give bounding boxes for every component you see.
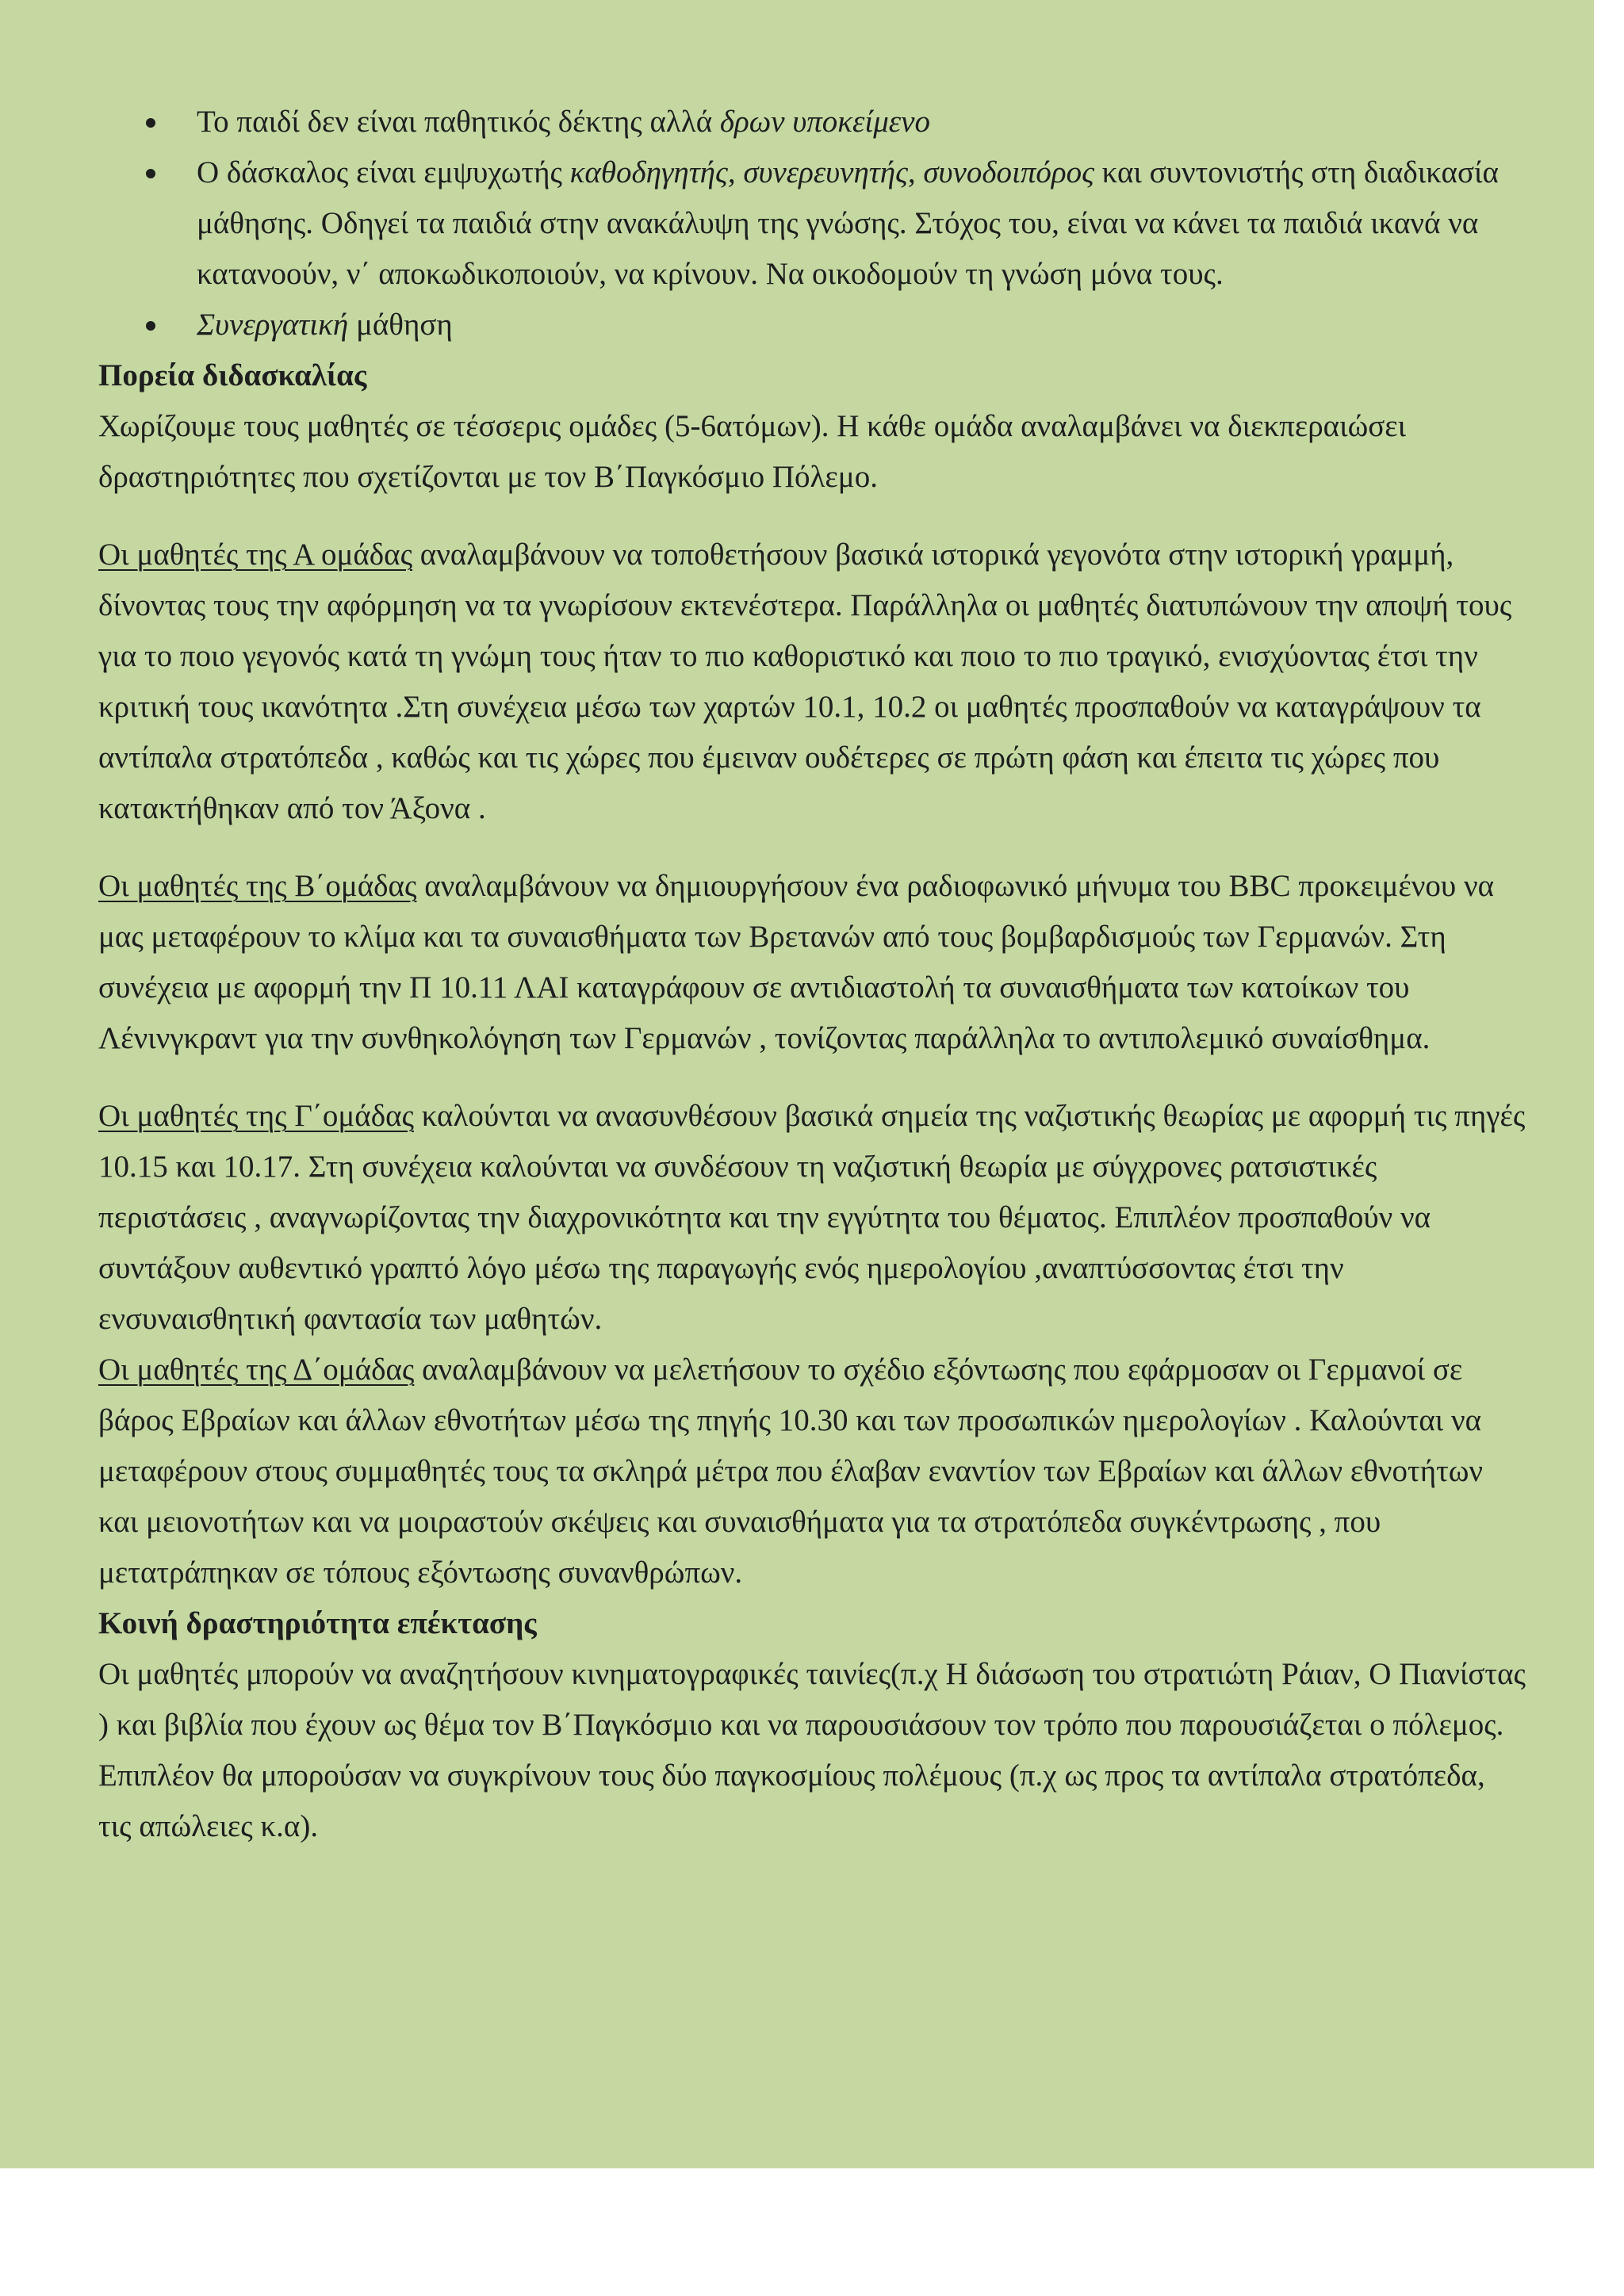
bullet-italic: Συνεργατική	[197, 308, 349, 342]
group-a-label: Οι μαθητές της Α ομάδας	[98, 538, 413, 572]
group-b-text: αναλαμβάνουν να δημιουργήσουν ένα ραδιοφωνικό μήνυμα του BBC προκειμένου να μας μεταφέρουν το κλίμα και τα συναισθήματα των Βρετανών από τους βομβαρδισμούς των Γερμανών. Στη συνέχεια με αφορμή την Π 10.11 ΛΑΙ καταγράφουν σε αντιδιαστολή τα συναισθήματα των κατοίκων του Λένινγκραντ για την συνθηκολόγηση των Γερμανών , τονίζοντας παράλληλα το αντιπολεμικό συναίσθημα.	[98, 869, 1495, 1055]
group-d-text: αναλαμβάνουν να μελετήσουν το σχέδιο εξόντωσης που εφάρμοσαν οι Γερμανοί σε βάρος Εβραίων και άλλων εθνοτήτων μέσω της πηγής 10.30 και των προσωπικών ημερολογίων . Καλούνται να μεταφέρουν στους συμμαθητές τους τα σκληρά μέτρα που έλαβαν εναντίον των Εβραίων και άλλων εθνοτήτων και μειονοτήτων και να μοιραστούν σκέψεις και συναισθήματα για τα στρατόπεδα συγκέντρωσης , που μετατράπηκαν σε τόπους εξόντωσης συνανθρώπων.	[98, 1353, 1484, 1590]
group-a-text: αναλαμβάνουν να τοποθετήσουν βασικά ιστορικά γεγονότα στην ιστορική γραμμή, δίνοντας τους την αφόρμηση να τα γνωρίσουν εκτενέστερα. Παράλληλα οι μαθητές διατυπώνουν την αποψή τους για το ποιο γεγονός κατά τη γνώμη τους ήταν το πιο καθοριστικό και ποιο το πιο τραγικό, ενισχύοντας έτσι την κριτική τους ικανότητα .Στη συνέχεια μέσω των χαρτών 10.1, 10.2 οι μαθητές προσπαθούν να καταγράψουν τα αντίπαλα στρατόπεδα , καθώς και τις χώρες που έμειναν ουδέτερες σε πρώτη φάση και έπειτα τις χώρες που κατακτήθηκαν από τον Άξονα .	[98, 538, 1512, 825]
group-c-paragraph	[98, 1091, 1526, 1345]
bullet-text: Το παιδί δεν είναι παθητικός δέκτης αλλά	[197, 105, 720, 139]
section-heading-teaching-course: Πορεία διδασκαλίας	[98, 358, 367, 392]
section-heading-extension-activity: Κοινή δραστηριότητα επέκτασης	[98, 1606, 537, 1640]
section-paragraph: Χωρίζουμε τους μαθητές σε τέσσερις ομάδες (5-6ατόμων). Η κάθε ομάδα αναλαμβάνει να διεκπεραιώσει δραστηριότητες που σχετίζονται με τον Β΄Παγκόσμιο Πόλεμο.	[98, 409, 1407, 494]
group-b-label: Οι μαθητές της Β΄ομάδας	[98, 869, 417, 903]
bullet-text: Ο δάσκαλος είναι εμψυχωτής	[197, 155, 570, 189]
bullet-text: και συντονιστής στη διαδικασία μάθησης. Οδηγεί τα παιδιά στην ανακάλυψη της γνώσης. Στόχος του, είναι να κάνει τα παιδιά ικανά να κατανοούν, ν΄ αποκωδικοποιούν, να κρίνουν. Να οικοδομούν τη γνώση μόνα τους.	[197, 155, 1499, 291]
group-c-label: Οι μαθητές της Γ΄ομάδας	[98, 1099, 414, 1133]
group-d-label: Οι μαθητές της Δ΄ομάδας	[98, 1353, 415, 1387]
bullet-text: μάθηση	[348, 308, 453, 342]
bullet-italic: καθοδηγητής, συνερευνητής, συνοδοιπόρος	[569, 155, 1094, 189]
bullet-italic: δρων υποκείμενο	[719, 105, 930, 139]
extension-paragraph: Οι μαθητές μπορούν να αναζητήσουν κινηματογραφικές ταινίες(π.χ Η διάσωση του στρατιώτη Ράιαν, Ο Πιανίστας ) και βιβλία που έχουν ως θέμα τον Β΄Παγκόσμιο και να παρουσιάσουν τον τρόπο που παρουσιάζεται ο πόλεμος. Επιπλέον θα μπορούσαν να συγκρίνουν τους δύο παγκοσμίους πολέμους (π.χ ως προς τα αντίπαλα στρατόπεδα, τις απώλειες κ.α).	[98, 1657, 1526, 1843]
group-d-paragraph	[98, 1345, 1526, 1598]
principles-list	[98, 97, 1526, 350]
group-b-paragraph	[98, 861, 1526, 1064]
list-item	[98, 97, 1526, 147]
group-c-text: καλούνται να ανασυνθέσουν βασικά σημεία της ναζιστικής θεωρίας με αφορμή τις πηγές 10.15 και 10.17. Στη συνέχεια καλούνται να συνδέσουν τη ναζιστική θεωρία με σύγχρονες ρατσιστικές περιστάσεις , αναγνωρίζοντας την διαχρονικότητα και την εγγύτητα του θέματος. Επιπλέον προσπαθούν να συντάξουν αυθεντικό γραπτό λόγο μέσω της παραγωγής ενός ημερολογίου ,αναπτύσσοντας έτσι την ενσυναισθητική φαντασία των μαθητών.	[98, 1099, 1526, 1336]
list-item	[98, 300, 1526, 350]
group-a-paragraph	[98, 530, 1526, 834]
document-body	[98, 97, 1526, 1852]
list-item	[98, 147, 1526, 300]
